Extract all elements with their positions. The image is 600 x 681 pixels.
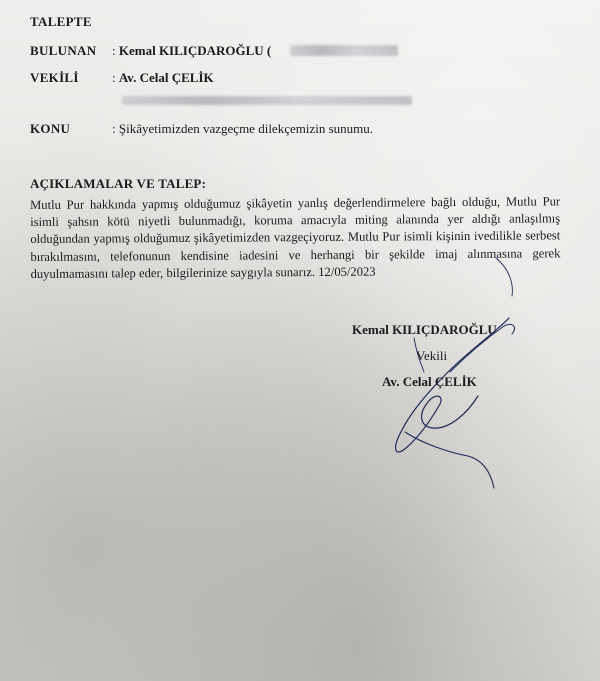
petitioner-name: Kemal KILIÇDAROĞLU ( (118, 43, 272, 58)
signatory-lawyer: Av. Celal ÇELİK (382, 374, 477, 389)
lawyer-name: Av. Celal ÇELİK (118, 70, 214, 85)
vekili-value: : Av. Celal ÇELİK (112, 70, 214, 85)
talepte-label: TALEPTE (30, 14, 92, 29)
redacted-address (122, 96, 412, 105)
signatory-name: Kemal KILIÇDAROĞLU (352, 322, 497, 337)
section-heading: AÇIKLAMALAR VE TALEP: (30, 176, 207, 191)
bulunan-label: BULUNAN (30, 43, 97, 58)
subject-text: Şikâyetimizden vazgeçme dilekçemizin sunumu. (118, 121, 374, 136)
bulunan-value: : Kemal KILIÇDAROĞLU ( (112, 43, 272, 58)
petition-body: Mutlu Pur hakkında yapmış olduğumuz şikâyetin yanlış değerlendirmelere bağlı olduğu, Mutlu Pur isimli şahsın kötü niyetli bulunmadığı, koruma amacıyla miting alanında yer aldığı anlaşılmış olduğundan yapmış olduğumuz şikâyetimizden vazgeçiyoruz. Mutlu Pur isimli kişinin ivedilikle serbest bırakılmasını, telefonunun kendisine iadesini ve herhangi bir şekilde imaj alınmasına gerek duyulmamasını talep eder, bilgilerinize saygıyla sunarız. 12/05/2023 (30, 194, 561, 281)
konu-label: KONU (30, 121, 71, 136)
vekili-label: VEKİLİ (30, 70, 79, 85)
signatory-role: Vekili (416, 348, 448, 363)
konu-value: : Şikâyetimizden vazgeçme dilekçemizin sunumu. (112, 121, 374, 136)
signature-stroke-tail (405, 432, 494, 488)
redaction-bar (290, 45, 398, 56)
